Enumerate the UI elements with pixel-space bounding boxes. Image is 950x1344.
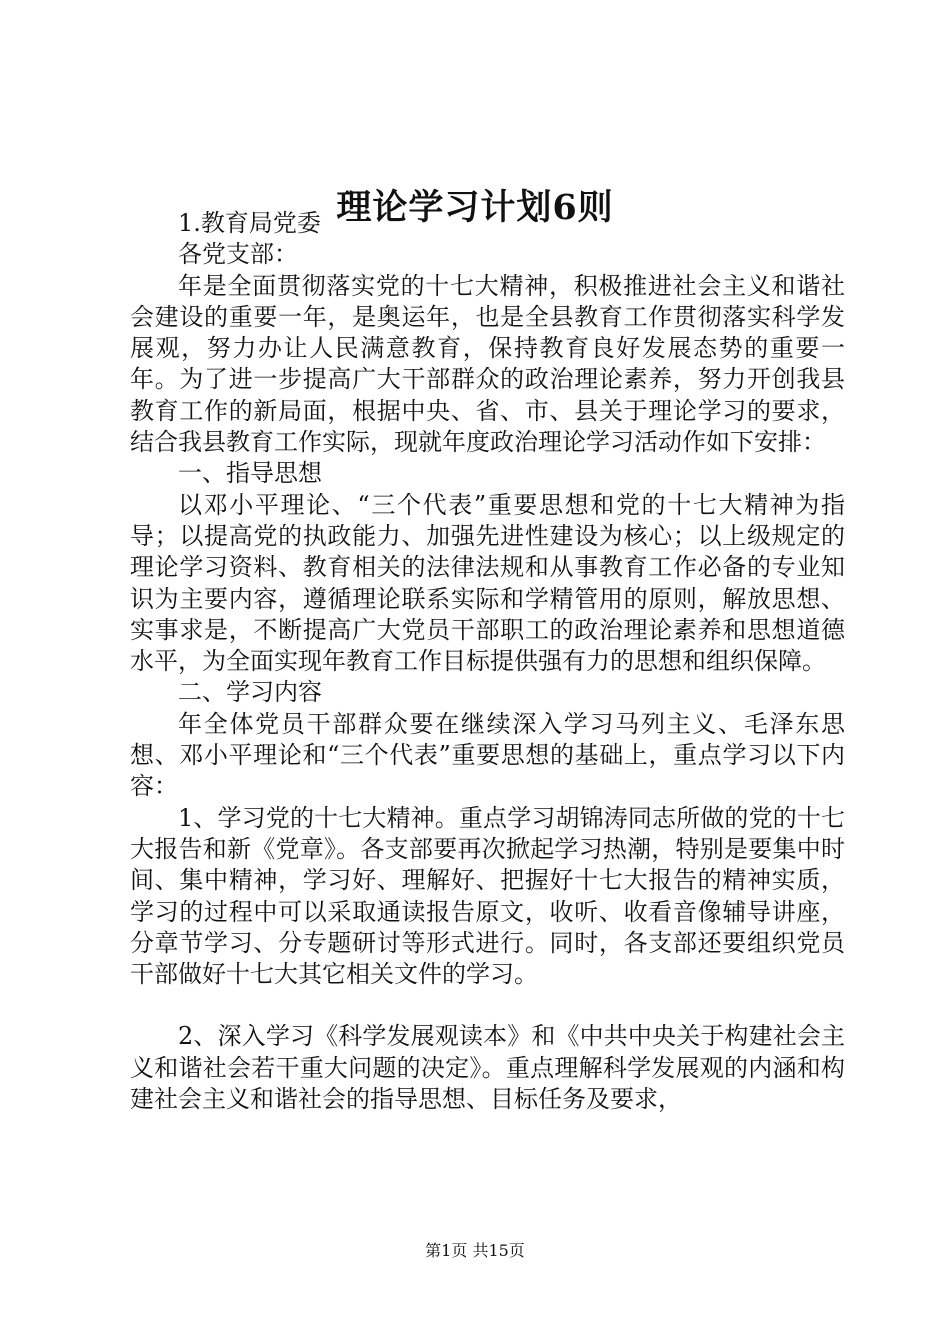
paragraph-salutation: 各党支部：	[178, 240, 298, 269]
page-footer: 第1页 共15页	[425, 1241, 525, 1260]
paragraph-recipient: 1.教育局党委	[178, 209, 321, 237]
paragraph-study-content-intro: 年全体党员干部群众要在继续深入学习马列主义、毛泽东思想、邓小平理论和“三个代表”重要思想的基础上，重点学习以下内容：	[130, 709, 845, 801]
document-body	[130, 208, 845, 1115]
paragraph-item-2: 2、深入学习《科学发展观读本》和《中共中央关于构建社会主义和谐社会若干重大问题的决定》。重点理解科学发展观的内涵和构建社会主义和谐社会的指导思想、目标任务及要求，	[130, 1022, 845, 1114]
paragraph-intro: 年是全面贯彻落实党的十七大精神，积极推进社会主义和谐社会建设的重要一年，是奥运年，也是全县教育工作贯彻落实科学发展观，努力办让人民满意教育，保持教育良好发展态势的重要一年。为了进一步提高广大干部群众的政治理论素养，努力开创我县教育工作的新局面，根据中央、省、市、县关于理论学习的要求，结合我县教育工作实际，现就年度政治理论学习活动作如下安排：	[130, 271, 845, 457]
document-title: 理论学习计划6则	[336, 187, 614, 228]
paragraph-item-1: 1、学习党的十七大精神。重点学习胡锦涛同志所做的党的十七大报告和新《党章》。各支部要再次掀起学习热潮，特别是要集中时间、集中精神，学习好、理解好、把握好十七大报告的精神实质，学习的过程中可以采取通读报告原文，收听、收看音像辅导讲座，分章节学习、分专题研讨等形式进行。同时，各支部还要组织党员干部做好十七大其它相关文件的学习。	[130, 803, 845, 989]
section-heading-guiding-thought: 一、指导思想	[178, 459, 322, 488]
section-heading-study-content: 二、学习内容	[178, 678, 322, 707]
paragraph-guiding-thought: 以邓小平理论、“三个代表”重要思想和党的十七大精神为指导；以提高党的执政能力、加强先进性建设为核心；以上级规定的理论学习资料、教育相关的法律法规和从事教育工作必备的专业知识为主要内容，遵循理论联系实际和学精管用的原则，解放思想、实事求是，不断提高广大党员干部职工的政治理论素养和思想道德水平，为全面实现年教育工作目标提供强有力的思想和组织保障。	[130, 490, 845, 676]
